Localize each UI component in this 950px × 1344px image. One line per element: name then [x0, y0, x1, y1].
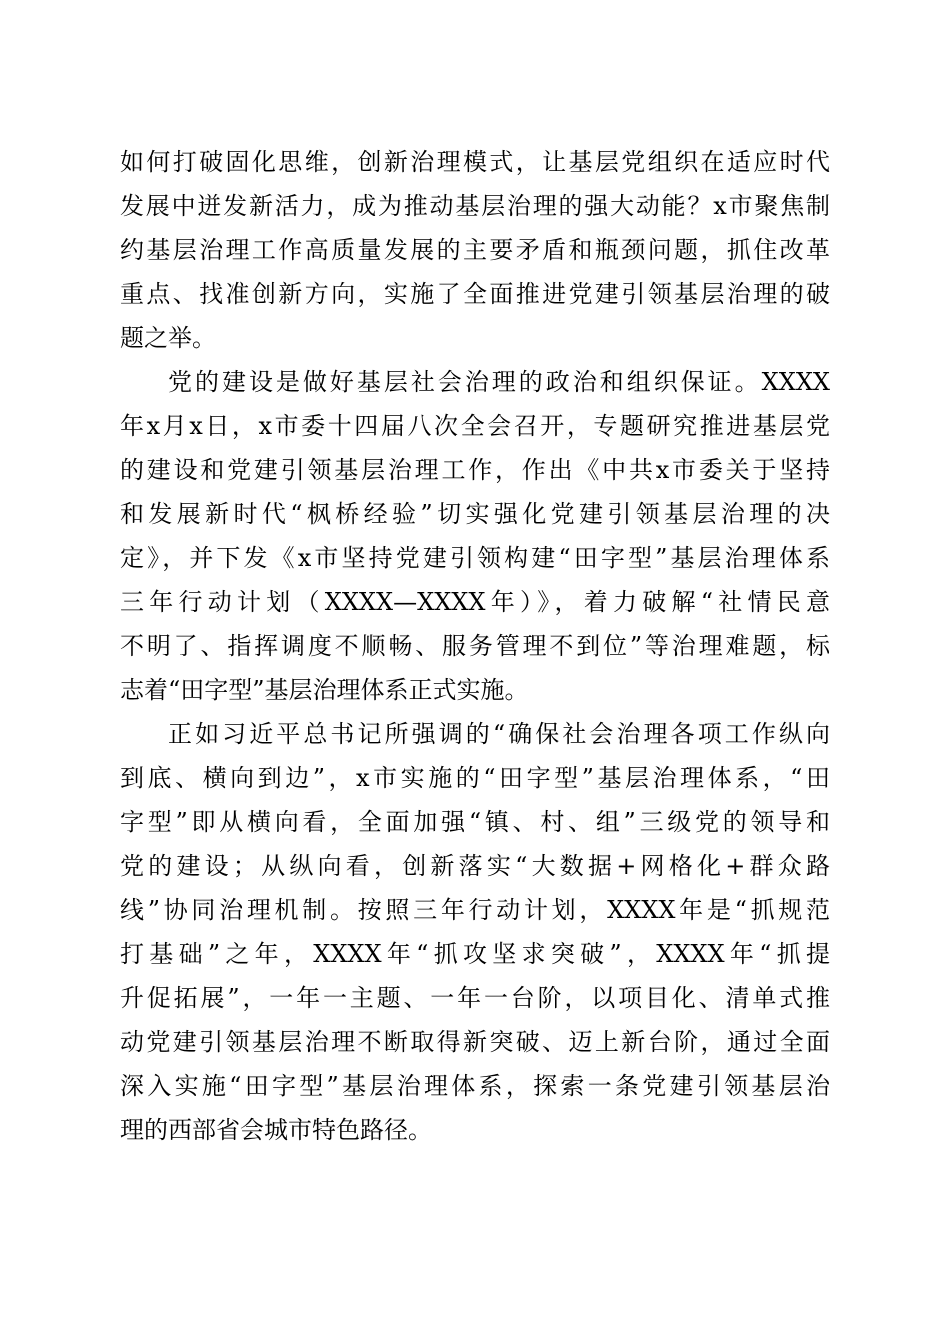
paragraph-line: 定》，并下发《x市坚持党建引领构建“田字型”基层治理体系: [120, 544, 830, 572]
paragraph-line: 党的建设是做好基层社会治理的政治和组织保证。XXXX: [168, 368, 830, 396]
paragraph-line: 年x月x日，x市委十四届八次全会召开，专题研究推进基层党: [120, 412, 830, 440]
paragraph-line: 题之举。: [120, 324, 216, 352]
document-body: [120, 140, 830, 1152]
paragraph-line: 深入实施“田字型”基层治理体系，探索一条党建引领基层治: [120, 1072, 830, 1100]
paragraph-line: 和发展新时代“枫桥经验”切实强化党建引领基层治理的决: [120, 500, 830, 528]
paragraph-line: 正如习近平总书记所强调的“确保社会治理各项工作纵向: [168, 720, 830, 748]
paragraph-line: 党的建设；从纵向看，创新落实“大数据+网格化+群众路: [120, 852, 830, 880]
paragraph-line: 重点、找准创新方向，实施了全面推进党建引领基层治理的破: [120, 280, 830, 308]
paragraph-line: 升促拓展”，一年一主题、一年一台阶，以项目化、清单式推: [120, 984, 830, 1012]
paragraph-line: 打基础”之年，XXXX年“抓攻坚求突破”，XXXX年“抓提: [120, 940, 830, 968]
paragraph-line: 发展中迸发新活力，成为推动基层治理的强大动能？x市聚焦制: [120, 192, 830, 220]
paragraph-line: 线”协同治理机制。按照三年行动计划，XXXX年是“抓规范: [120, 896, 830, 924]
paragraph-line: 的建设和党建引领基层治理工作，作出《中共x市委关于坚持: [120, 456, 830, 484]
paragraph-2: [120, 360, 830, 712]
paragraph-line: 动党建引领基层治理不断取得新突破、迈上新台阶，通过全面: [120, 1028, 830, 1056]
paragraph-line: 到底、横向到边”，x市实施的“田字型”基层治理体系，“田: [120, 764, 830, 792]
paragraph-line: 志着“田字型”基层治理体系正式实施。: [120, 676, 529, 704]
paragraph-line: 三年行动计划（XXXX—XXXX年）》，着力破解“社情民意: [120, 588, 830, 616]
paragraph-3: [120, 712, 830, 1152]
paragraph-line: 字型”即从横向看，全面加强“镇、村、组”三级党的领导和: [120, 808, 830, 836]
paragraph-line: 如何打破固化思维，创新治理模式，让基层党组织在适应时代: [120, 148, 830, 176]
paragraph-line: 不明了、指挥调度不顺畅、服务管理不到位”等治理难题，标: [120, 632, 830, 660]
paragraph-line: 理的西部省会城市特色路径。: [120, 1116, 432, 1144]
paragraph-line: 约基层治理工作高质量发展的主要矛盾和瓶颈问题，抓住改革: [120, 236, 830, 264]
paragraph-1: [120, 140, 830, 360]
